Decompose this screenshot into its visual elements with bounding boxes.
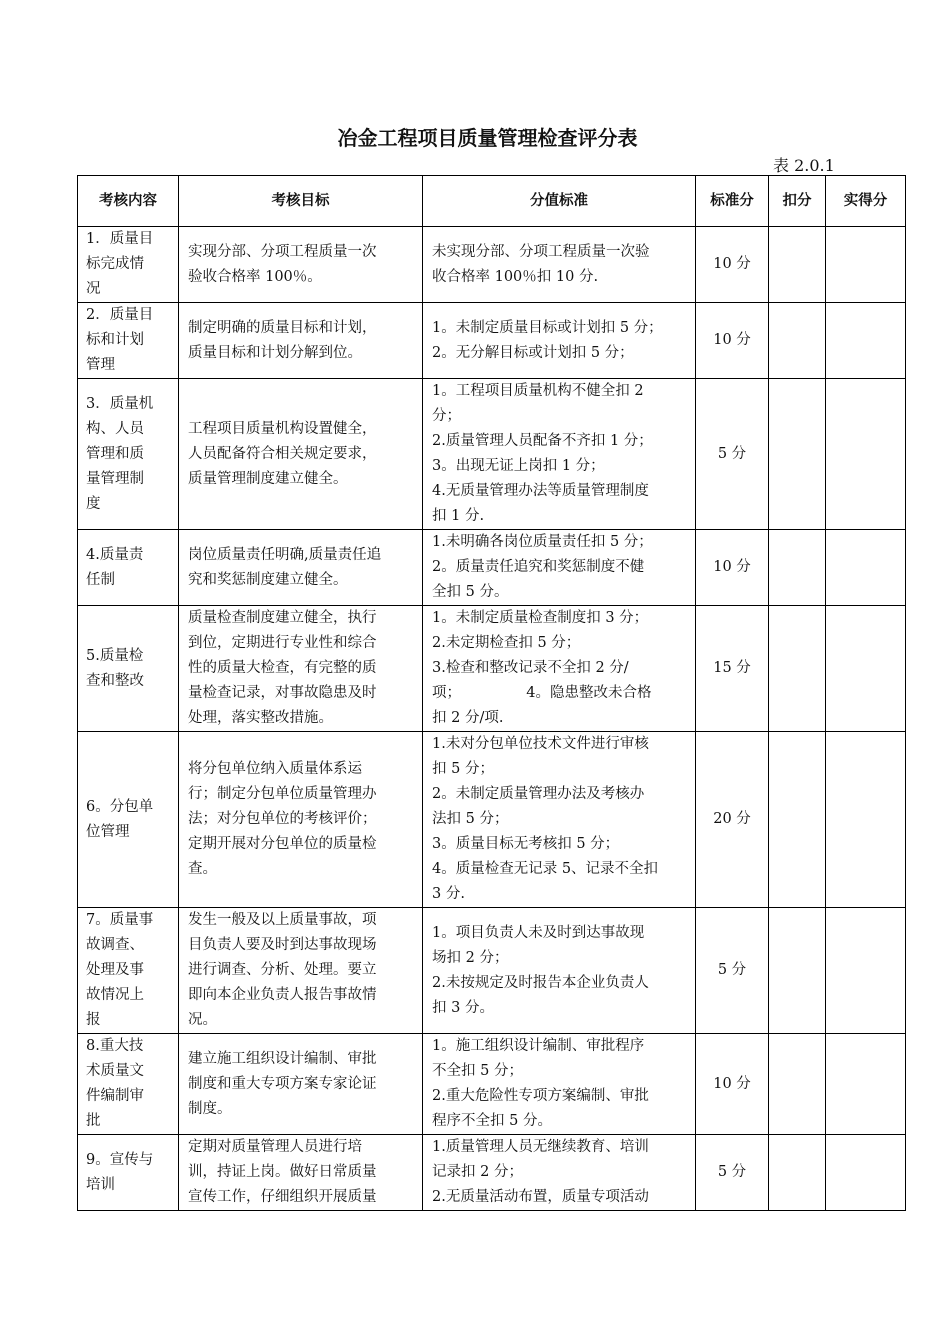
cell-text-line: 2。无分解目标或计划扣 5 分； — [432, 344, 634, 361]
cell-text-line: 性的质量大检查，有完整的质 — [188, 660, 377, 676]
row-content-cell — [78, 732, 179, 908]
cell-text-line: 量管理制 — [86, 470, 144, 487]
row-criteria-cell — [423, 1034, 696, 1135]
cell-text-line: 1．质量目 — [86, 231, 154, 247]
row-content-cell — [78, 379, 179, 530]
cell-text-line: 目负责人要及时到达事故现场 — [188, 937, 377, 953]
cell-text-line: 场扣 2 分； — [432, 949, 509, 966]
row-content-cell — [78, 227, 179, 303]
cell-text-line: 建立施工组织设计编制、审批 — [188, 1050, 377, 1067]
row-deduction-cell — [769, 1034, 826, 1135]
row-content-cell — [78, 606, 179, 732]
score-table — [77, 175, 906, 1211]
header-content: 考核内容 — [78, 176, 179, 227]
cell-text-line: 制度。 — [188, 1100, 232, 1117]
row-criteria-cell — [423, 303, 696, 379]
cell-text-line: 法；对分包单位的考核评价； — [188, 811, 377, 827]
row-target-cell — [179, 908, 423, 1034]
row-target-cell — [179, 1034, 423, 1135]
cell-text-line: 1。未制定质量目标或计划扣 5 分； — [432, 319, 663, 336]
cell-text-line: 即向本企业负责人报告事故情 — [188, 987, 377, 1003]
table-row — [78, 1034, 906, 1135]
cell-text-line: 7。质量事 — [86, 912, 154, 928]
cell-text-line: 1。工程项目质量机构不健全扣 2 — [432, 383, 644, 399]
cell-text-line: 宣传工作，仔细组织开展质量 — [188, 1189, 377, 1205]
row-content-cell — [78, 303, 179, 379]
cell-text-line: 岗位质量责任明确,质量责任追 — [188, 546, 382, 563]
cell-text-line: 故调查、 — [86, 937, 144, 953]
document-title: 冶金工程项目质量管理检查评分表 — [337, 126, 638, 150]
row-criteria-cell — [423, 530, 696, 606]
row-standard-score-cell: 5 分 — [696, 379, 769, 530]
cell-text-line: 处理，落实整改措施。 — [188, 710, 333, 726]
row-criteria-cell — [423, 379, 696, 530]
cell-text-line: 进行调查、分析、处理。要立 — [188, 962, 377, 978]
row-actual-score-cell — [826, 303, 906, 379]
cell-text-line: 定期对质量管理人员进行培 — [188, 1139, 362, 1155]
row-content-cell — [78, 530, 179, 606]
cell-text-line: 实现分部、分项工程质量一次 — [188, 243, 377, 260]
header-target: 考核目标 — [179, 176, 423, 227]
cell-text-line: 1。施工组织设计编制、审批程序 — [432, 1038, 645, 1054]
row-actual-score-cell — [826, 732, 906, 908]
row-actual-score-cell — [826, 908, 906, 1034]
cell-text-line: 扣 5 分； — [432, 761, 494, 777]
cell-text-line: 2。未制定质量管理办法及考核办 — [432, 786, 645, 802]
header-standard-score: 标准分 — [696, 176, 769, 227]
row-criteria-cell — [423, 908, 696, 1034]
cell-text-line: 5.质量检 — [86, 647, 144, 664]
row-actual-score-cell — [826, 530, 906, 606]
cell-text-line: 不全扣 5 分； — [432, 1063, 523, 1079]
cell-text-line: 质量管理制度建立健全。 — [188, 470, 348, 487]
table-number: 表 2.0.1 — [773, 156, 835, 175]
cell-text-line: 批 — [86, 1113, 101, 1129]
cell-text-line: 标完成情 — [86, 256, 144, 272]
cell-text-line: 工程项目质量机构设置健全， — [188, 420, 377, 437]
row-actual-score-cell — [826, 227, 906, 303]
cell-text-line: 4.质量责 — [86, 546, 144, 563]
cell-text-line: 法扣 5 分； — [432, 811, 509, 827]
row-criteria-cell — [423, 1135, 696, 1211]
row-standard-score-cell: 20 分 — [696, 732, 769, 908]
cell-text-line: 处理及事 — [86, 962, 144, 978]
table-row — [78, 908, 906, 1034]
cell-text-line: 质量检查制度建立健全，执行 — [188, 610, 377, 626]
cell-text-line: 1.未明确各岗位质量责任扣 5 分； — [432, 534, 653, 550]
row-content-cell — [78, 1034, 179, 1135]
row-deduction-cell — [769, 732, 826, 908]
cell-text-line: 3。质量目标无考核扣 5 分； — [432, 836, 620, 852]
cell-text-line: 位管理 — [86, 823, 130, 840]
cell-text-line: 2.未定期检查扣 5 分； — [432, 635, 581, 651]
row-actual-score-cell — [826, 379, 906, 530]
cell-text-line: 故情况上 — [86, 987, 144, 1003]
table-row — [78, 227, 906, 303]
cell-text-line: 行；制定分包单位质量管理办 — [188, 786, 377, 802]
row-actual-score-cell — [826, 1135, 906, 1211]
table-row — [78, 732, 906, 908]
table-row — [78, 530, 906, 606]
cell-text-line: 管理和质 — [86, 445, 144, 462]
cell-text-line: 报 — [86, 1012, 101, 1028]
table-row — [78, 1135, 906, 1211]
table-row — [78, 379, 906, 530]
cell-text-line: 查。 — [188, 861, 217, 877]
row-target-cell — [179, 1135, 423, 1211]
header-actual-score: 实得分 — [826, 176, 906, 227]
row-target-cell — [179, 732, 423, 908]
row-standard-score-cell: 10 分 — [696, 1034, 769, 1135]
cell-text-line: 制度和重大专项方案专家论证 — [188, 1075, 377, 1092]
row-actual-score-cell — [826, 606, 906, 732]
row-standard-score-cell: 10 分 — [696, 530, 769, 606]
header-criteria: 分值标准 — [423, 176, 696, 227]
cell-text-line: 将分包单位纳入质量体系运 — [188, 761, 362, 777]
cell-text-line: 1.质量管理人员无继续教育、培训 — [432, 1139, 649, 1155]
row-standard-score-cell: 5 分 — [696, 908, 769, 1034]
row-standard-score-cell: 15 分 — [696, 606, 769, 732]
cell-text-line: 量检查记录，对事故隐患及时 — [188, 685, 377, 701]
cell-text-line: 件编制审 — [86, 1088, 144, 1104]
cell-text-line: 人员配备符合相关规定要求， — [188, 445, 377, 462]
cell-text-line: 3．质量机 — [86, 395, 154, 412]
cell-text-line: 查和整改 — [86, 672, 144, 689]
cell-text-line: 发生一般及以上质量事故，项 — [188, 912, 377, 928]
cell-text-line: 况。 — [188, 1012, 217, 1028]
cell-text-line: 8.重大技 — [86, 1038, 144, 1054]
cell-text-line: 项； 4。隐患整改未合格 — [432, 685, 652, 701]
cell-text-line: 训，持证上岗。做好日常质量 — [188, 1164, 377, 1180]
cell-text-line: 分； — [432, 408, 461, 424]
row-actual-score-cell — [826, 1034, 906, 1135]
row-target-cell — [179, 303, 423, 379]
table-body — [78, 227, 906, 1211]
header-deduction: 扣分 — [769, 176, 826, 227]
cell-text-line: 4。质量检查无记录 5、记录不全扣 — [432, 861, 659, 877]
cell-text-line: 未实现分部、分项工程质量一次验 — [432, 243, 650, 260]
row-deduction-cell — [769, 908, 826, 1034]
cell-text-line: 培训 — [86, 1176, 115, 1193]
cell-text-line: 9。宣传与 — [86, 1151, 154, 1168]
cell-text-line: 3 分. — [432, 886, 465, 902]
cell-text-line: 1.未对分包单位技术文件进行审核 — [432, 736, 649, 752]
row-standard-score-cell: 5 分 — [696, 1135, 769, 1211]
cell-text-line: 术质量文 — [86, 1063, 144, 1079]
row-deduction-cell — [769, 379, 826, 530]
row-content-cell — [78, 1135, 179, 1211]
row-criteria-cell — [423, 606, 696, 732]
cell-text-line: 2．质量目 — [86, 307, 154, 323]
cell-text-line: 到位，定期进行专业性和综合 — [188, 635, 377, 651]
cell-text-line: 6。分包单 — [86, 798, 154, 815]
table-row — [78, 606, 906, 732]
row-target-cell — [179, 606, 423, 732]
row-deduction-cell — [769, 606, 826, 732]
cell-text-line: 管理 — [86, 357, 115, 373]
cell-text-line: 程序不全扣 5 分。 — [432, 1113, 552, 1129]
cell-text-line: 定期开展对分包单位的质量检 — [188, 836, 377, 852]
cell-text-line: 扣 3 分。 — [432, 999, 494, 1016]
row-deduction-cell — [769, 530, 826, 606]
cell-text-line: 2.重大危险性专项方案编制、审批 — [432, 1088, 649, 1104]
row-target-cell — [179, 379, 423, 530]
cell-text-line: 验收合格率 100％。 — [188, 268, 322, 285]
row-deduction-cell — [769, 303, 826, 379]
cell-text-line: 2.质量管理人员配备不齐扣 1 分； — [432, 433, 653, 449]
cell-text-line: 究和奖惩制度建立健全。 — [188, 571, 348, 588]
table-row — [78, 303, 906, 379]
cell-text-line: 任制 — [86, 571, 115, 588]
cell-text-line: 扣 1 分. — [432, 508, 485, 524]
row-target-cell — [179, 530, 423, 606]
cell-text-line: 构、人员 — [86, 420, 144, 437]
cell-text-line: 全扣 5 分。 — [432, 584, 509, 600]
cell-text-line: 况 — [86, 281, 101, 297]
row-criteria-cell — [423, 227, 696, 303]
row-standard-score-cell: 10 分 — [696, 227, 769, 303]
cell-text-line: 2。质量责任追究和奖惩制度不健 — [432, 559, 645, 575]
cell-text-line: 1。项目负责人未及时到达事故现 — [432, 924, 645, 941]
row-target-cell — [179, 227, 423, 303]
table-header-row — [78, 176, 906, 227]
cell-text-line: 制定明确的质量目标和计划， — [188, 319, 377, 336]
cell-text-line: 1。未制定质量检查制度扣 3 分； — [432, 610, 649, 626]
row-deduction-cell — [769, 1135, 826, 1211]
cell-text-line: 收合格率 100％扣 10 分. — [432, 268, 599, 285]
cell-text-line: 扣 2 分/项. — [432, 710, 504, 726]
row-criteria-cell — [423, 732, 696, 908]
cell-text-line: 4.无质量管理办法等质量管理制度 — [432, 483, 649, 499]
row-standard-score-cell: 10 分 — [696, 303, 769, 379]
cell-text-line: 记录扣 2 分； — [432, 1164, 523, 1180]
cell-text-line: 质量目标和计划分解到位。 — [188, 344, 362, 361]
row-content-cell — [78, 908, 179, 1034]
cell-text-line: 标和计划 — [86, 332, 144, 348]
cell-text-line: 度 — [86, 495, 101, 512]
row-deduction-cell — [769, 227, 826, 303]
cell-text-line: 2.未按规定及时报告本企业负责人 — [432, 974, 649, 991]
cell-text-line: 2.无质量活动布置，质量专项活动 — [432, 1189, 649, 1205]
cell-text-line: 3.检查和整改记录不全扣 2 分/ — [432, 660, 629, 676]
cell-text-line: 3。出现无证上岗扣 1 分； — [432, 458, 605, 474]
